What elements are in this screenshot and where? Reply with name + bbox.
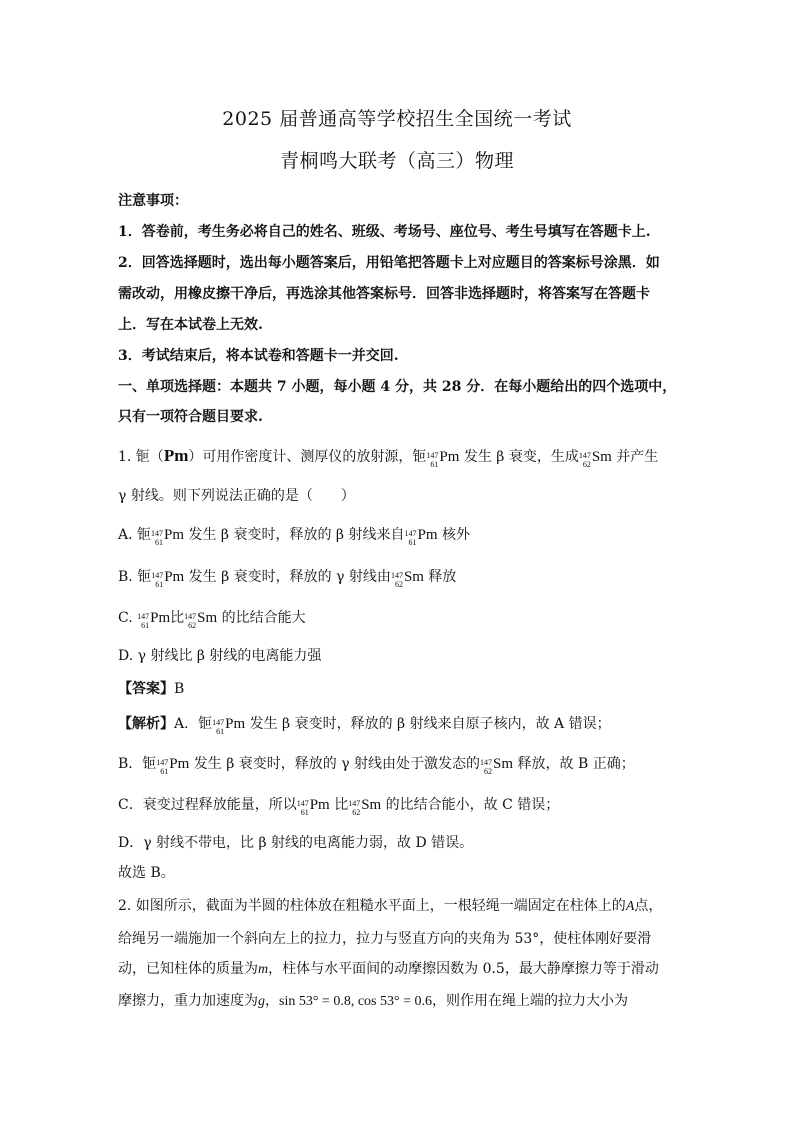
answer-tag: 【答案】: [118, 681, 174, 697]
q2-line1: 2. 如图所示，截面为半圆的柱体放在粗糙水平面上，一根轻绳一端固定在柱体上的A点，: [118, 898, 663, 914]
q2-line2: 给绳另一端施加一个斜向左上的拉力，拉力与竖直方向的夹角为 53°，使柱体刚好要滑: [118, 931, 652, 947]
nuclide-pm: 147 61 Pm: [426, 449, 460, 469]
notice-heading: 注意事项：: [118, 193, 188, 209]
analysis-tag: 【解析】: [118, 716, 174, 732]
q1-analysis-c: C．衰变过程释放能量，所以 147 61 Pm 比 147 62 Sm 的比结合能小，故 C 错误；: [118, 797, 560, 817]
pm-symbol-large: Pm: [163, 446, 189, 465]
nuclide-pm: 147 61 Pm: [151, 569, 185, 589]
nuclide-sm: 147 62 Sm: [480, 756, 514, 776]
q1-answer: [118, 678, 184, 698]
nuclide-sm: 147 62 Sm: [184, 610, 218, 630]
notice-item-2c: 上．写在本试卷上无效.: [118, 317, 263, 333]
notice-item-3: 3．考试结束后，将本试卷和答题卡一并交回.: [118, 348, 399, 364]
q2-line3: 动，已知柱体的质量为m，柱体与水平面间的动摩擦因数为 0.5，最大静摩擦力等于滑动: [118, 961, 659, 977]
section-heading-a: 一、单项选择题：本题共 7 小题，每小题 4 分，共 28 分．在每小题给出的四个选项中，: [118, 379, 677, 395]
exam-subtitle: 青桐鸣大联考（高三）物理: [279, 150, 514, 172]
q1-conclusion: 故选 B。: [118, 865, 175, 881]
q1-stem-line1: 1. 钷（Pm）可用作密度计、测厚仪的放射源，钷 147 61 Pm 发生 β 衰变，生成 147 62 Sm 并产生: [118, 446, 659, 469]
q1-analysis-b: B．钷 147 61 Pm 发生 β 衰变时，释放的 γ 射线由处于激发态的 147 62 Sm 释放，故 B 正确；: [118, 756, 635, 776]
trig-values: sin 53° = 0.8, cos 53° = 0.6: [279, 994, 432, 1009]
nuclide-pm: 147 61 Pm: [296, 797, 330, 817]
q2-line4: 摩擦力，重力加速度为g，sin 53° = 0.8, cos 53° = 0.6，则作用在绳上端的拉力大小为: [118, 993, 628, 1009]
nuclide-pm: 147 61 Pm: [212, 716, 246, 736]
notice-item-1: 1．答卷前，考生务必将自己的姓名、班级、考场号、座位号、考生号填写在答题卡上.: [118, 224, 651, 240]
q1-option-d: D. γ 射线比 β 射线的电离能力强: [118, 648, 322, 664]
section-heading-b: 只有一项符合题目要求.: [118, 409, 263, 425]
q1-stem-line2: γ 射线。则下列说法正确的是（ ）: [118, 488, 355, 504]
nuclide-sm: 147 62 Sm: [348, 797, 382, 817]
notice-item-2b: 需改动，用橡皮擦干净后，再选涂其他答案标号．回答非选择题时，将答案写在答题卡: [118, 286, 650, 302]
exam-title: 2025 届普通高等学校招生全国统一考试: [222, 108, 572, 130]
nuclide-pm: 147 61 Pm: [404, 527, 438, 547]
q1-option-c: C. 147 61 Pm比 147 62 Sm 的比结合能大: [118, 610, 306, 630]
nuclide-pm: 147 61 Pm: [156, 756, 190, 776]
q1-option-b: B. 钷 147 61 Pm 发生 β 衰变时，释放的 γ 射线由 147 62 Sm 释放: [118, 569, 457, 589]
answer-value: B: [174, 681, 185, 697]
q1-option-a: A. 钷 147 61 Pm 发生 β 衰变时，释放的 β 射线来自 147 61 Pm 核外: [118, 527, 470, 547]
nuclide-sm: 147 62 Sm: [390, 569, 424, 589]
notice-item-2a: 2．回答选择题时，选出每小题答案后，用铅笔把答题卡上对应题目的答案标号涂黑．如: [118, 255, 660, 271]
nuclide-pm: 147 61 Pm: [137, 610, 171, 630]
q1-analysis-a: 【解析】A．钷 147 61 Pm 发生 β 衰变时，释放的 β 射线来自原子核内，故 A 错误；: [118, 716, 611, 736]
nuclide-sm: 147 62 Sm: [578, 449, 612, 469]
nuclide-pm: 147 61 Pm: [151, 527, 185, 547]
q1-analysis-d: D．γ 射线不带电，比 β 射线的电离能力弱，故 D 错误。: [118, 835, 474, 851]
